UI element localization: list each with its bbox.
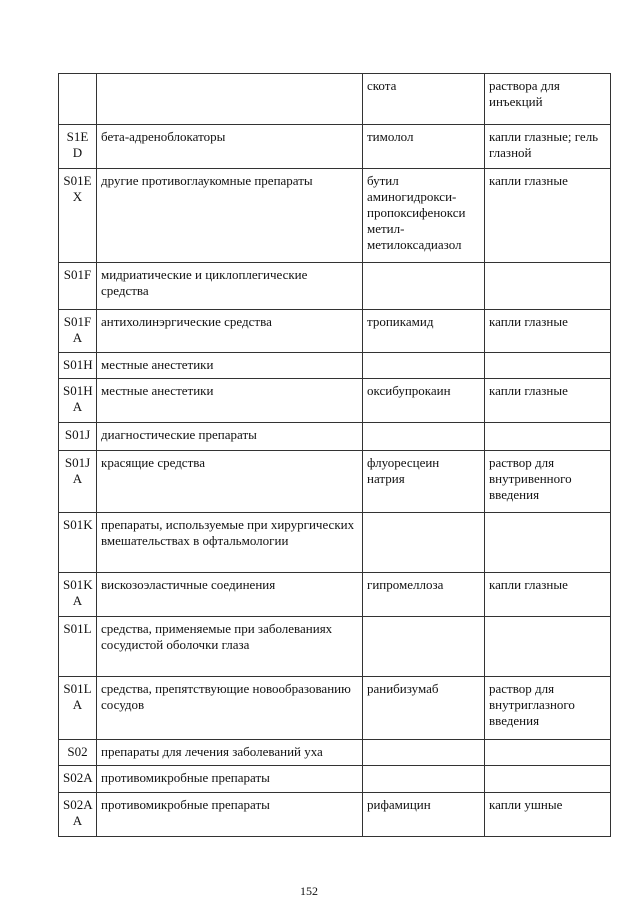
- form-cell: капли глазные; гель глазной: [485, 125, 611, 169]
- code-cell: S01K: [59, 513, 97, 573]
- table-row: [59, 766, 611, 793]
- form-cell: [485, 423, 611, 451]
- code-cell: S01L A: [59, 677, 97, 740]
- form-cell: раствора для инъекций: [485, 74, 611, 125]
- name-cell: мидриатические и циклоплегические средства: [97, 263, 363, 310]
- drug-table: [58, 73, 611, 837]
- name-cell: бета-адреноблокаторы: [97, 125, 363, 169]
- drug-cell: [363, 353, 485, 379]
- table-row: [59, 617, 611, 677]
- form-cell: [485, 766, 611, 793]
- name-cell: другие противоглаукомные препараты: [97, 169, 363, 263]
- form-cell: раствор для внутриглазного введения: [485, 677, 611, 740]
- code-cell: S02A A: [59, 793, 97, 837]
- form-cell: [485, 740, 611, 766]
- drug-table-body: [59, 74, 611, 837]
- table-row: [59, 451, 611, 513]
- table-row: [59, 677, 611, 740]
- name-cell: препараты, используемые при хирургических вмешательствах в офтальмологии: [97, 513, 363, 573]
- form-cell: [485, 513, 611, 573]
- code-cell: S01H: [59, 353, 97, 379]
- form-cell: раствор для внутривенного введения: [485, 451, 611, 513]
- form-cell: [485, 263, 611, 310]
- drug-cell: ранибизумаб: [363, 677, 485, 740]
- name-cell: препараты для лечения заболеваний уха: [97, 740, 363, 766]
- form-cell: капли глазные: [485, 169, 611, 263]
- form-cell: капли глазные: [485, 379, 611, 423]
- table-row: [59, 793, 611, 837]
- name-cell: средства, препятствующие новообразованию сосудов: [97, 677, 363, 740]
- name-cell: красящие средства: [97, 451, 363, 513]
- code-cell: S02A: [59, 766, 97, 793]
- drug-cell: скота: [363, 74, 485, 125]
- table-row: [59, 573, 611, 617]
- table-row: [59, 513, 611, 573]
- table-row: [59, 379, 611, 423]
- name-cell: [97, 74, 363, 125]
- table-row: [59, 74, 611, 125]
- name-cell: вискозоэластичные соединения: [97, 573, 363, 617]
- drug-cell: [363, 513, 485, 573]
- drug-cell: [363, 766, 485, 793]
- drug-cell: [363, 740, 485, 766]
- code-cell: S1E D: [59, 125, 97, 169]
- drug-cell: тропикамид: [363, 310, 485, 353]
- drug-cell: [363, 263, 485, 310]
- code-cell: [59, 74, 97, 125]
- table-row: [59, 353, 611, 379]
- drug-cell: тимолол: [363, 125, 485, 169]
- table-row: [59, 310, 611, 353]
- name-cell: диагностические препараты: [97, 423, 363, 451]
- drug-cell: бутил аминогидрокси-пропоксифенокси метил-метилоксадиазол: [363, 169, 485, 263]
- code-cell: S01K A: [59, 573, 97, 617]
- name-cell: противомикробные препараты: [97, 793, 363, 837]
- name-cell: местные анестетики: [97, 353, 363, 379]
- code-cell: S01F A: [59, 310, 97, 353]
- name-cell: противомикробные препараты: [97, 766, 363, 793]
- drug-cell: [363, 423, 485, 451]
- drug-cell: оксибупрокаин: [363, 379, 485, 423]
- name-cell: антихолинэргические средства: [97, 310, 363, 353]
- drug-cell: [363, 617, 485, 677]
- form-cell: капли ушные: [485, 793, 611, 837]
- form-cell: капли глазные: [485, 310, 611, 353]
- table-row: [59, 423, 611, 451]
- table-row: [59, 740, 611, 766]
- form-cell: капли глазные: [485, 573, 611, 617]
- page-number: 152: [300, 884, 318, 898]
- drug-cell: гипромеллоза: [363, 573, 485, 617]
- drug-cell: флуоресцеин натрия: [363, 451, 485, 513]
- name-cell: местные анестетики: [97, 379, 363, 423]
- code-cell: S01F: [59, 263, 97, 310]
- code-cell: S01J: [59, 423, 97, 451]
- table-row: [59, 125, 611, 169]
- code-cell: S01L: [59, 617, 97, 677]
- form-cell: [485, 617, 611, 677]
- drug-cell: рифамицин: [363, 793, 485, 837]
- code-cell: S02: [59, 740, 97, 766]
- table-row: [59, 169, 611, 263]
- name-cell: средства, применяемые при заболеваниях сосудистой оболочки глаза: [97, 617, 363, 677]
- code-cell: S01E X: [59, 169, 97, 263]
- form-cell: [485, 353, 611, 379]
- code-cell: S01H A: [59, 379, 97, 423]
- code-cell: S01J A: [59, 451, 97, 513]
- table-row: [59, 263, 611, 310]
